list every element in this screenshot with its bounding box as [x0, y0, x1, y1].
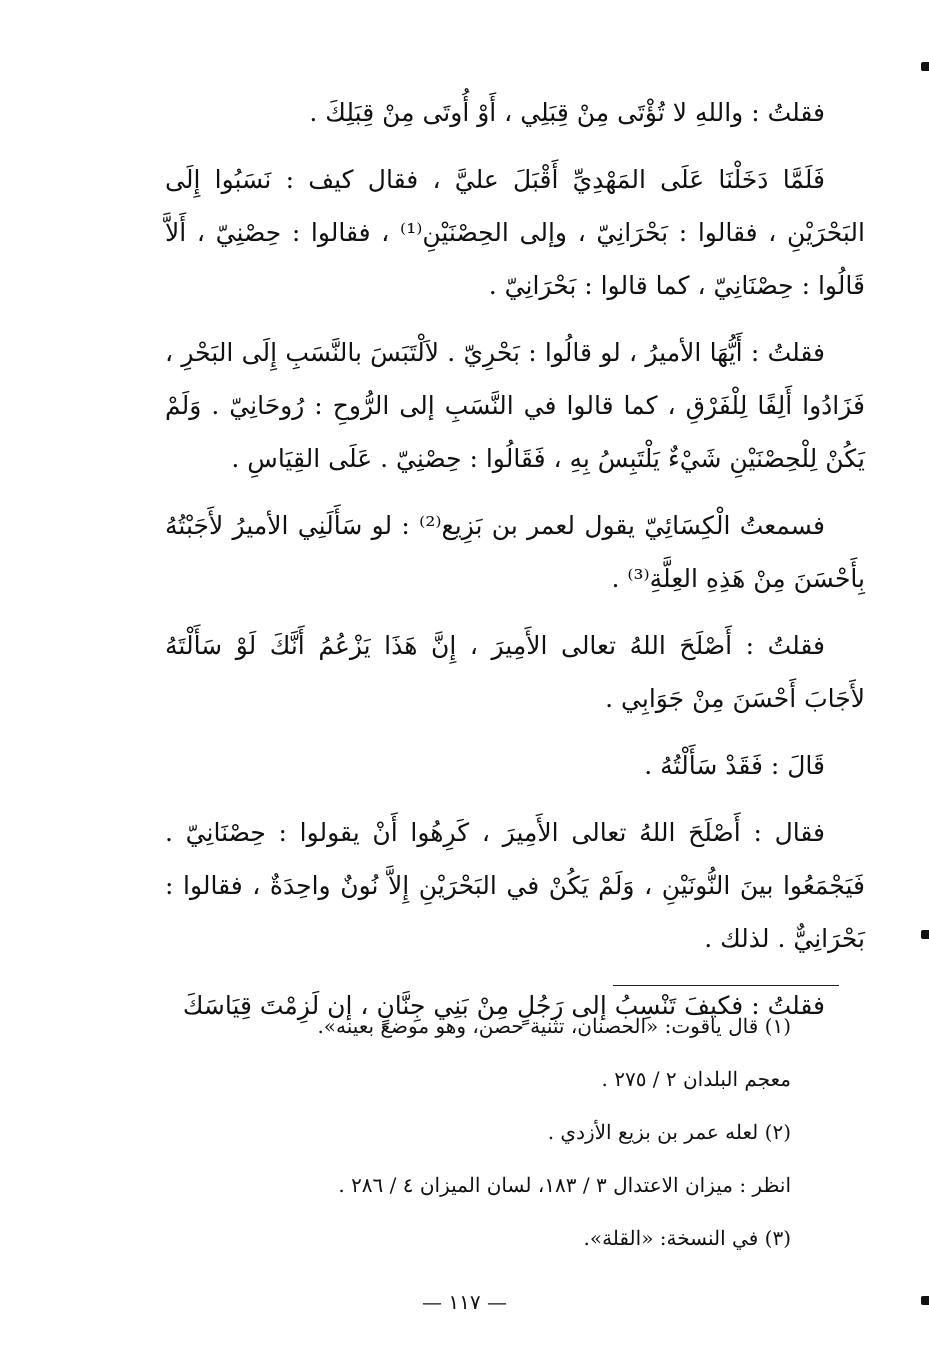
binding-mark-bottom	[921, 1296, 929, 1305]
footnote-1: (١) قال ياقوت: «الحصنان، تثنية حصن، وهو موضع بعينه».	[317, 1014, 791, 1038]
paragraph-6: قَالَ : فَقَدْ سَأَلْتُهُ .	[644, 751, 825, 780]
footnote-2: (٢) لعله عمر بن بزيع الأزدي .	[547, 1120, 791, 1144]
footnote-1-source: معجم البلدان ٢ / ٢٧٥ .	[601, 1067, 791, 1091]
paragraph-4: فسمعتُ الْكِسَائِيّ يقول لعمر بن بَزِيع⁽²⁾ : لو سَأَلَنِي الأميرُ لأَجَبْتُهُ بِأَحْسَنَ مِنْ هَذِهِ العِلَّةِ⁽³⁾ .	[165, 511, 865, 593]
footnote-3: (٣) في النسخة: «القلة».	[583, 1226, 791, 1250]
paragraph-3: فقلتُ : أَيُّهَا الأميرُ ، لو قالُوا : بَحْرِيّ . لاَلْتَبَسَ بالنَّسَبِ إِلَى البَحْرِ ، فَزَادُوا أَلِفًا لِلْفَرْقِ ، كما قالوا في النَّسَبِ إلى الرُّوحِ : رُوحَانِيّ . وَلَمْ يَكُنْ لِلْحِصْنَيْنِ شَيْءٌ يَلْتَبِسُ بِهِ ، فَقَالُوا : حِصْنِيّ . عَلَى القِيَاسِ .	[165, 338, 865, 473]
main-text	[165, 86, 865, 1046]
footnote-divider	[613, 985, 839, 986]
binding-mark-middle	[921, 930, 929, 939]
page-number: — ١١٧ —	[422, 1290, 507, 1314]
paragraph-8: فقلتُ : فكيفَ تَنْسِبُ إلى رَجُلٍ مِنْ بَنِي جِنَّانٍ ، إن لَزِمْتَ قِيَاسَكَ	[182, 991, 825, 1020]
paragraph-7: فقال : أَصْلَحَ اللهُ تعالى الأَمِيرَ ، كَرِهُوا أَنْ يقولوا : حِصْنَانِيّ . فَيَجْمَعُوا بينَ النُّونَيْنِ ، وَلَمْ يَكُنْ في البَحْرَيْنِ إِلاَّ نُونٌ واحِدَةٌ ، فقالوا : بَحْرَانِيٌّ . لذلك .	[165, 818, 865, 953]
paragraph-1: فقلتُ : واللهِ لا تُؤْتَى مِنْ قِبَلِي ، أَوْ أُوتَى مِنْ قِبَلِكَ .	[309, 98, 825, 127]
paragraph-2: فَلَمَّا دَخَلْنَا عَلَى المَهْدِيِّ أَقْبَلَ عليَّ ، فقال كيف : نَسَبُوا إِلَى البَحْرَيْنِ ، فقالوا : بَحْرَانِيّ ، وإلى الحِصْنَيْنِ⁽¹⁾ ، فقالوا : حِصْنِيّ ، أَلاَّ قَالُوا : حِصْنَانِيّ ، كما قالوا : بَحْرَانِيّ .	[165, 165, 865, 300]
paragraph-5: فقلتُ : أَصْلَحَ اللهُ تعالى الأَمِيرَ ، إِنَّ هَذَا يَزْعُمُ أَنَّكَ لَوْ سَأَلْتَهُ لأَجَابَ أَحْسَنَ مِنْ جَوَابِي .	[165, 631, 865, 713]
footnotes	[151, 1000, 791, 1265]
footnote-2-source: انظر : ميزان الاعتدال ٣ / ١٨٣، لسان الميزان ٤ / ٢٨٦ .	[338, 1173, 791, 1197]
binding-mark-top	[921, 62, 929, 71]
